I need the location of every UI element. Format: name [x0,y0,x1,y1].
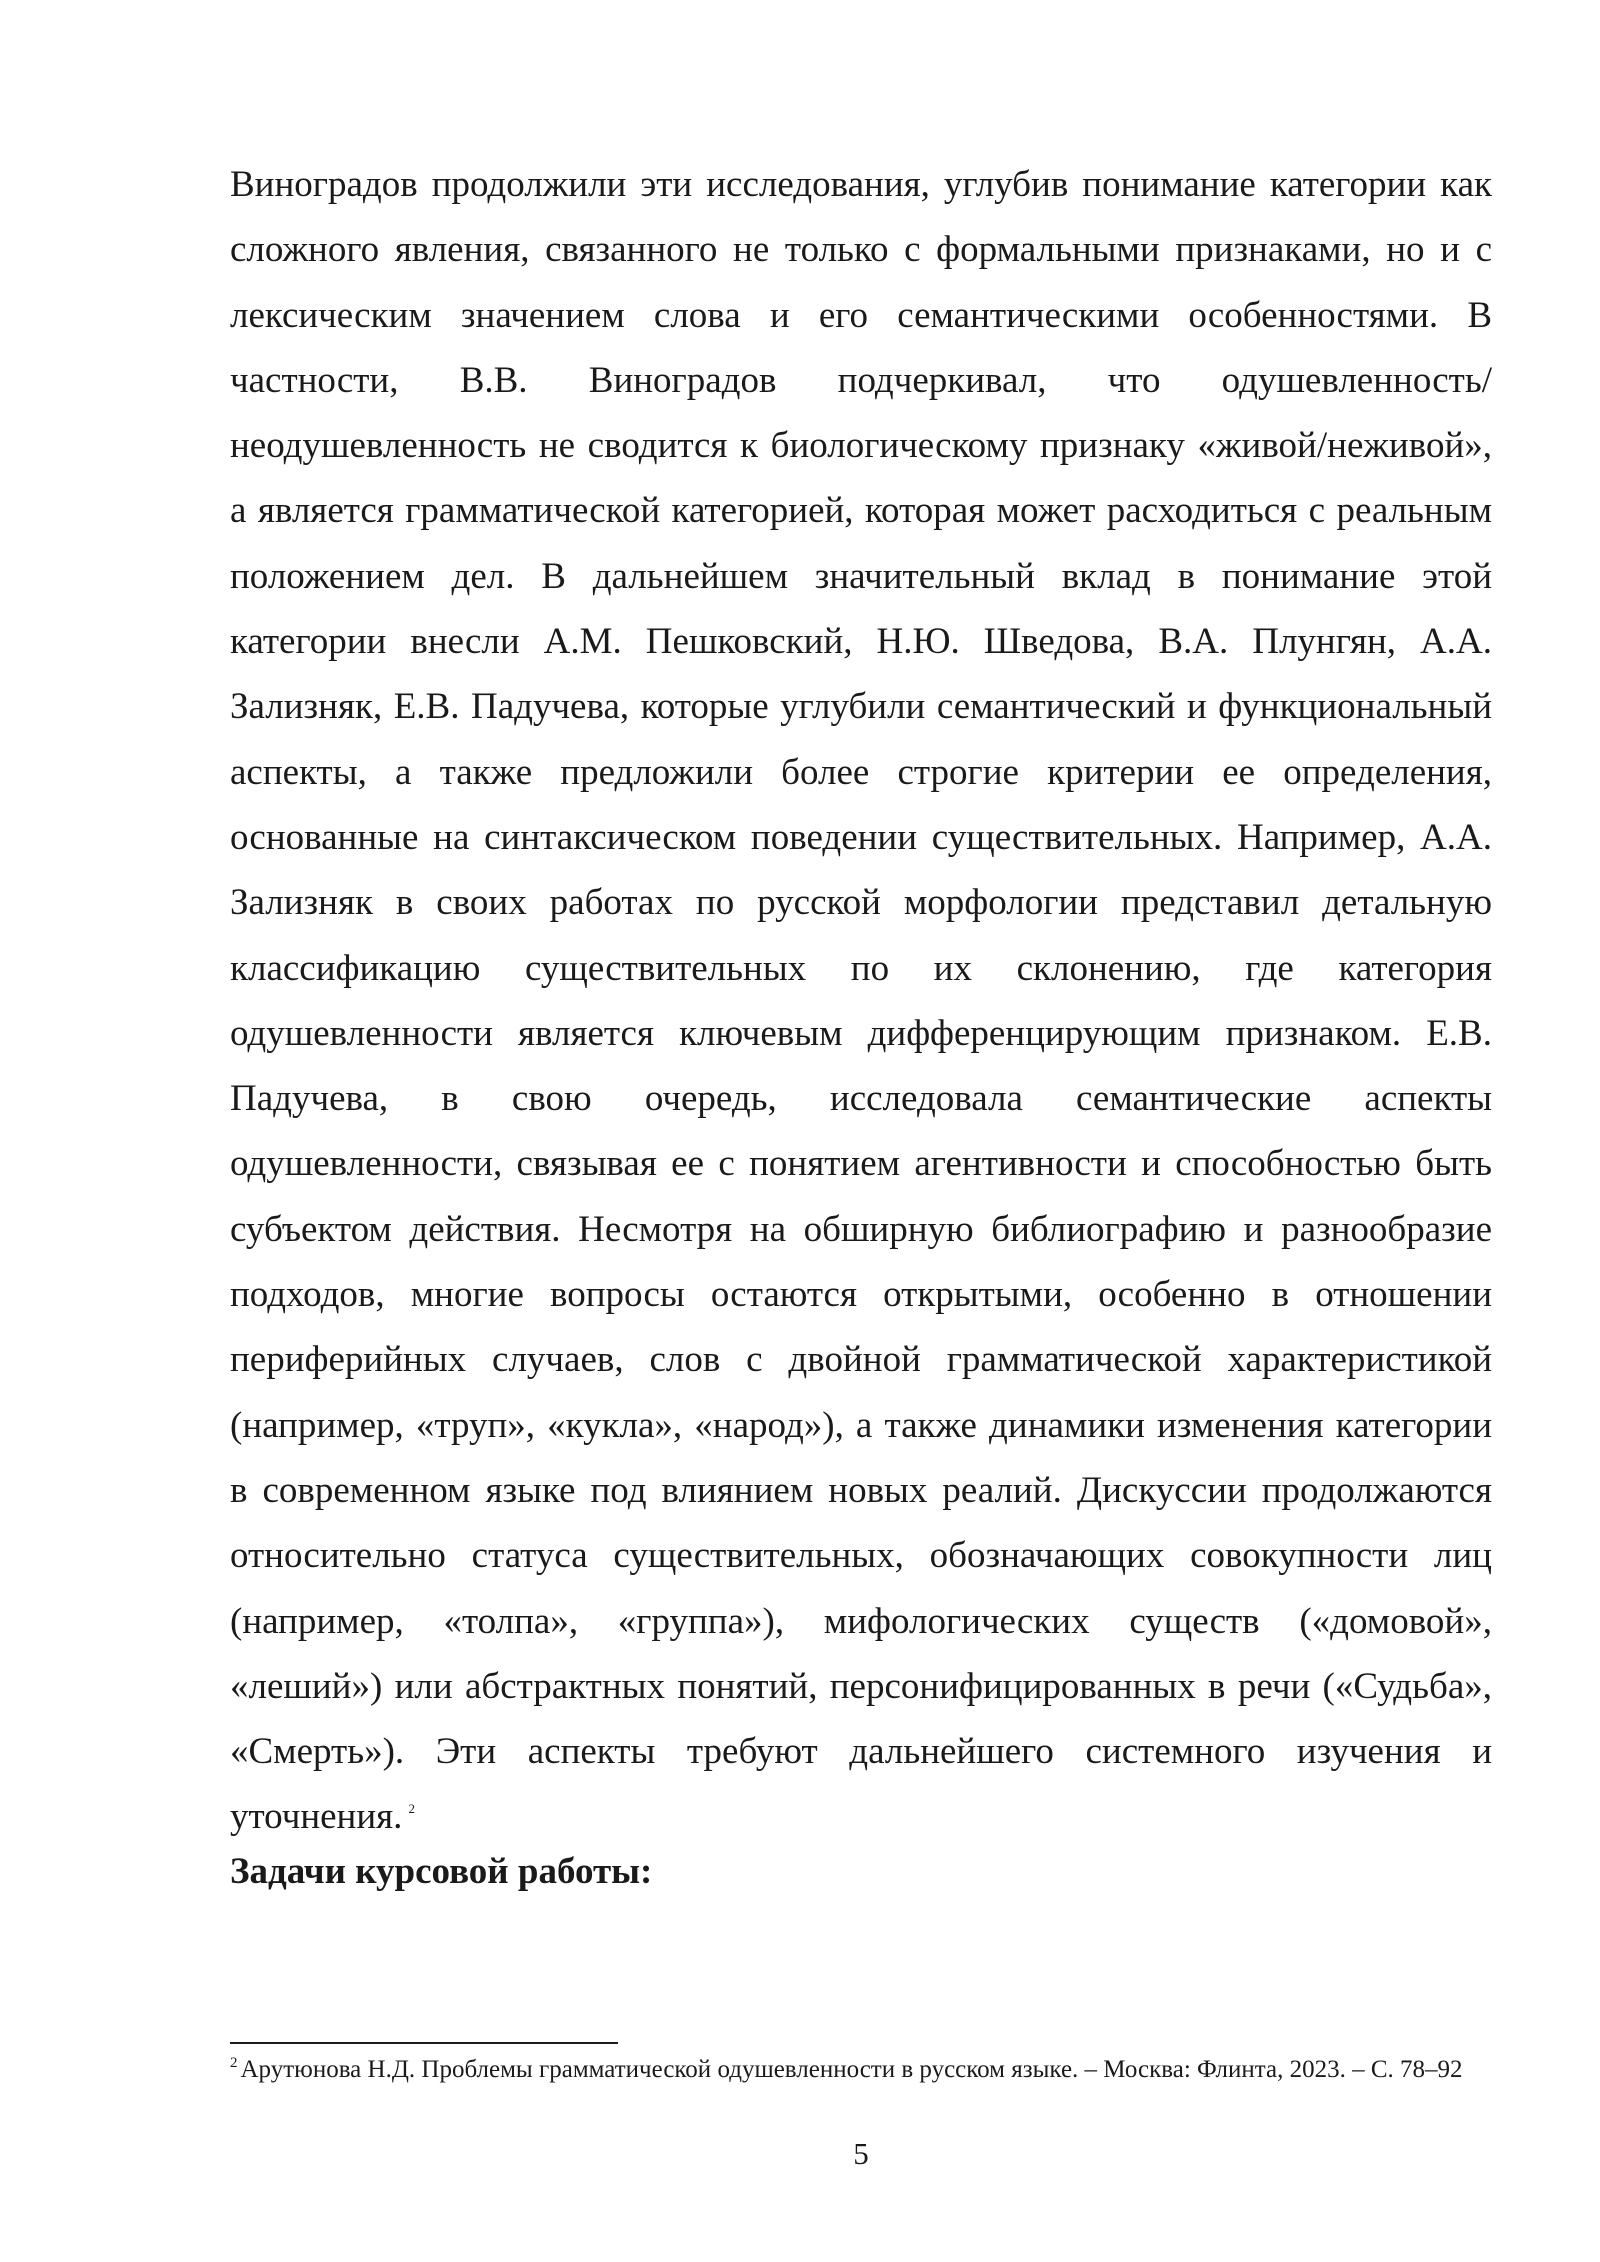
footnote-reference: 2 [408,1801,415,1817]
footnote-number: 2 [230,2055,238,2071]
footnote-text: Арутюнова Н.Д. Проблемы грамматической одушевленности в русском языке. – Москва: Флинта, 2023. – С. 78–92 [240,2056,1463,2083]
page-number: 5 [853,2136,869,2171]
body-paragraph [230,152,1492,1850]
section-heading: Задачи курсовой работы: [230,1851,653,1892]
footnote-divider [230,2042,618,2044]
body-paragraph-text: Виноградов продолжили эти исследования, углубив понимание категории как сложного явления, связанного не только с формальными признаками, но и с лексическим значением слова и его семантическими особенностями. В частности, В.В. Виноградов подчеркивал, что одушевленность/неодушевленность не сводится к биологическому признаку «живой/неживой», а является грамматической категорией, которая может расходиться с реальным положением дел. В дальнейшем значительный вклад в понимание этой категории внесли А.М. Пешковский, Н.Ю. Шведова, В.А. Плунгян, А.А. Зализняк, Е.В. Падучева, которые углубили семантический и функциональный аспекты, а также предложили более строгие критерии ее определения, основанные на синтаксическом поведении существительных. Например, А.А. Зализняк в своих работах по русской морфологии представил детальную классификацию существительных по их склонению, где категория одушевленности является ключевым дифференцирующим признаком. Е.В. Падучева, в свою очередь, исследовала семантические аспекты одушевленности, связывая ее с понятием агентивности и способностью быть субъектом действия. Несмотря на обширную библиографию и разнообразие подходов, многие вопросы остаются открытыми, особенно в отношении периферийных случаев, слов с двойной грамматической характеристикой (например, «труп», «кукла», «народ»), а также динамики изменения категории в современном языке под влиянием новых реалий. Дискуссии продолжаются относительно статуса существительных, обозначающих совокупности лиц (например, «толпа», «группа»), мифологических существ («домовой», «леший») или абстрактных понятий, персонифицированных в речи («Судьба», «Смерть»). Эти аспекты требуют дальнейшего системного изучения и уточнения. [230,164,1492,1838]
footnote [230,2052,1492,2087]
